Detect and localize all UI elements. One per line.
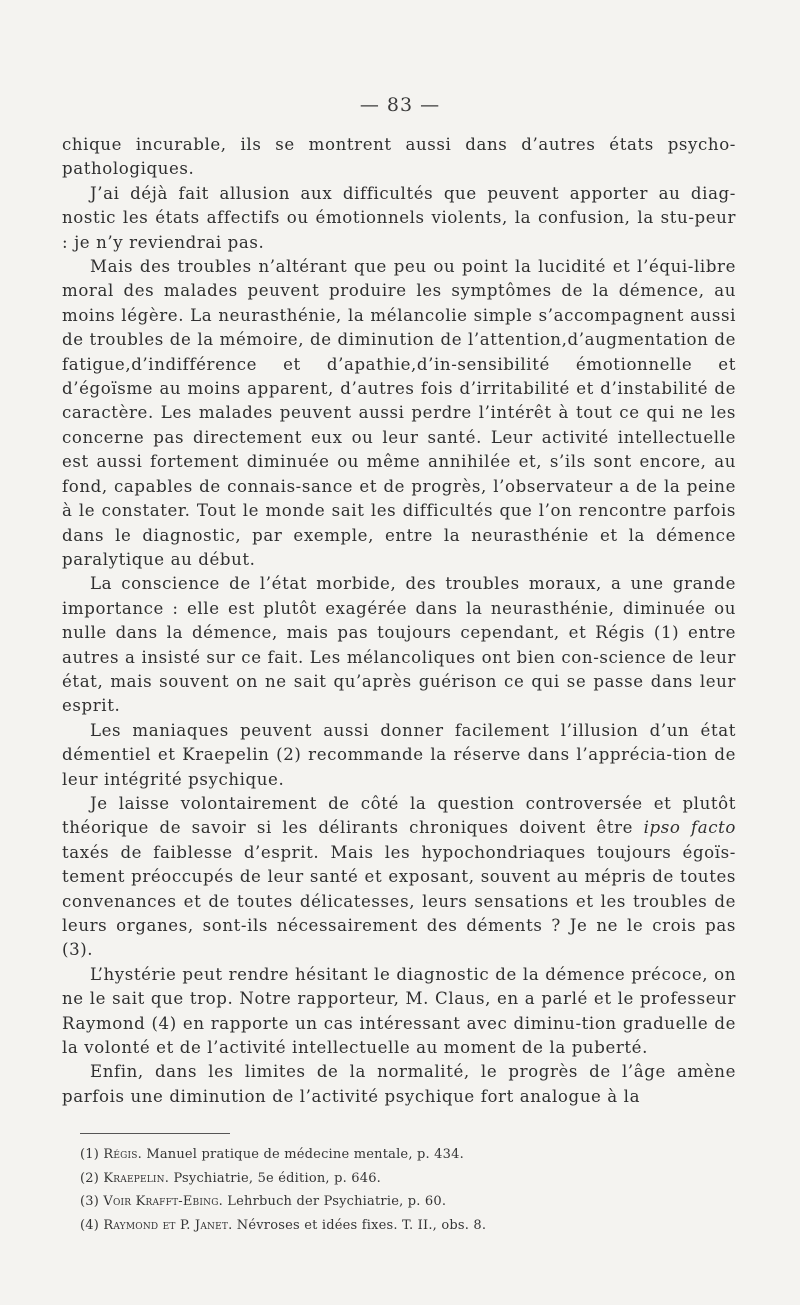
footnote	[80, 1190, 720, 1214]
paragraph: La conscience de l’état morbide, des troubles moraux, a une grande importance : elle est plutôt exagérée dans la neurasthénie, diminuée ou nulle dans la démence, mais pas toujours cependant, et Régis (1) entre autres a insisté sur ce fait. Les mélancoliques ont bien con-science de leur état, mais souvent on ne sait qu’après guérison ce qui se passe dans leur esprit.	[62, 574, 736, 716]
paragraph: Mais des troubles n’altérant que peu ou point la lucidité et l’équi-libre moral des malades peuvent produire les symptômes de la démence, au moins légère. La neurasthénie, la mélancolie simple s’accompagnent aussi de troubles de la mémoire, de diminution de l’attention,d’augmentation de fatigue,d’indifférence et d’apathie,d’in-sensibilité émotionnelle et d’égoïsme au moins apparent, d’autres fois d’irritabilité et d’instabilité de caractère. Les malades peuvent aussi perdre l’intérêt à tout ce qui ne les concerne pas directement eux ou leur santé. Leur activité intellectuelle est aussi fortement diminuée ou même annihilée et, s’ils sont encore, au fond, capables de connais-sance et de progrès, l’observateur a de la peine à le constater. Tout le monde sait les difficultés que l’on rencontre parfois dans le diagnostic, par exemple, entre la neurasthénie et la démence paralytique au début.	[62, 257, 736, 569]
footnote-author: Raymond et P. Janet.	[103, 1217, 233, 1233]
footnote	[80, 1167, 720, 1191]
footnotes	[80, 1143, 720, 1237]
text-run: Je laisse volontairement de côté la question controversée et plutôt théorique de savoir si les délirants chroniques doivent être	[62, 793, 736, 838]
footnote-text: Psychiatrie, 5e édition, p. 646.	[173, 1170, 382, 1186]
body-text	[62, 133, 736, 1109]
paragraph: Enfin, dans les limites de la normalité, le progrès de l’âge amène parfois une diminution de l’activité psychique fort analogue à la	[62, 1062, 736, 1106]
paragraph: L’hystérie peut rendre hésitant le diagnostic de la démence précoce, on ne le sait que trop. Notre rapporteur, M. Claus, en a parlé et le professeur Raymond (4) en rapporte un cas intéressant avec diminu-tion graduelle de la volonté et de l’activité intellectuelle au moment de la puberté.	[62, 964, 736, 1058]
footnote-number: (4)	[80, 1217, 100, 1233]
footnote-number: (2)	[80, 1170, 100, 1186]
footnote	[80, 1143, 720, 1167]
text-run: taxés de faiblesse d’esprit. Mais les hypochondriaques toujours égoïs-tement préoccupés de leur santé et exposant, souvent au mépris de toutes convenances et de toutes délicatesses, leurs sensations et les troubles de leurs organes, sont-ils nécessairement des déments ? Je ne le crois pas (3).	[62, 842, 736, 960]
footnote-number: (1)	[80, 1147, 100, 1162]
footnote-text: Manuel pratique de médecine mentale, p. 434.	[146, 1147, 464, 1162]
footnote-text: Névroses et idées fixes. T. II., obs. 8.	[236, 1217, 487, 1233]
footnote-author: Régis.	[103, 1147, 142, 1162]
paragraph: Les maniaques peuvent aussi donner facilement l’illusion d’un état démentiel et Kraepelin (2) recommande la réserve dans l’apprécia-tion de leur intégrité psychique.	[62, 720, 736, 789]
footnote-number: (3)	[80, 1194, 100, 1209]
footnote-text: Lehrbuch der Psychiatrie, p. 60.	[227, 1194, 447, 1209]
page-number: — 83 —	[359, 94, 441, 116]
paragraph	[62, 792, 736, 963]
footnote-author: Voir Krafft-Ebing.	[103, 1194, 223, 1209]
paragraph: chique incurable, ils se montrent aussi dans d’autres états psycho-pathologiques.	[62, 135, 736, 179]
paragraph: J’ai déjà fait allusion aux difficultés que peuvent apporter au diag-nostic les états affectifs ou émotionnels violents, la confusion, la stu-peur : je n’y reviendrai pas.	[62, 183, 736, 252]
footnote-author: Kraepelin.	[103, 1170, 170, 1186]
footnote-divider	[80, 1133, 230, 1134]
italic-phrase: ipso facto	[643, 818, 736, 838]
footnote	[80, 1214, 720, 1238]
